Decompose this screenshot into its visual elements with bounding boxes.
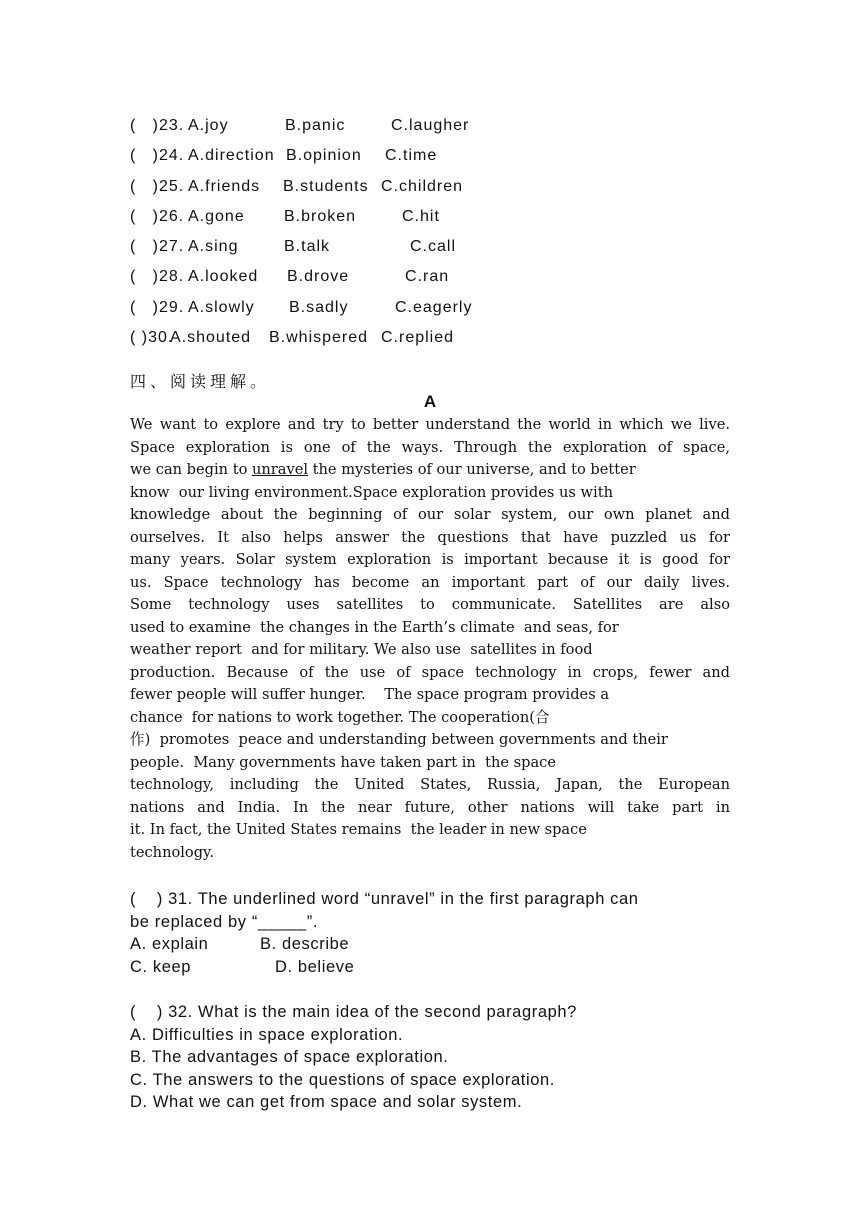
passage-line: us. Space technology has become an important part of our daily lives.	[130, 573, 730, 591]
option-b: B.students	[283, 177, 369, 195]
choice-row-29	[130, 296, 750, 326]
question-number: ( )28.	[130, 268, 185, 286]
option-c: C.hit	[402, 207, 440, 225]
option-b: B.whispered	[269, 329, 369, 347]
question-number: ( )23.	[130, 117, 185, 134]
passage-line: knowledge about the beginning of our solar system, our own planet and	[130, 506, 730, 523]
question-number: ( )29.	[130, 298, 185, 316]
passage-line: used to examine the changes in the Earth’s climate and seas, for	[130, 618, 619, 636]
cloze-choices	[130, 114, 750, 356]
options-line	[130, 933, 730, 956]
option-c: C.call	[410, 238, 457, 256]
choice-row-24	[130, 144, 750, 174]
passage-line: it. In fact, the United States remains the leader in new space	[130, 821, 587, 838]
reading-passage	[130, 414, 730, 864]
option-b: B.drove	[287, 268, 350, 286]
passage-label: A	[423, 392, 437, 411]
choice-row-25	[130, 175, 750, 205]
question-number: ( )25.	[130, 177, 185, 195]
choice-row-23	[130, 114, 750, 144]
option-c: C.eagerly	[395, 298, 473, 316]
choice-row-26	[130, 205, 750, 235]
passage-text: the mysteries of our universe, and to better	[308, 461, 636, 478]
option-c: C.replied	[381, 329, 455, 347]
passage-line: technology, including the United States, Russia, Japan, the European	[130, 776, 730, 793]
underlined-word: unravel	[252, 461, 309, 478]
passage-line: nations and India. In the near future, other nations will take part in	[130, 798, 730, 816]
question-stem: be replaced by “_____”.	[130, 912, 319, 931]
option-c: C. The answers to the questions of space exploration.	[130, 1070, 555, 1089]
option-a: A.sing	[188, 238, 239, 256]
option-a: A. explain	[130, 935, 209, 953]
option-a: A. Difficulties in space exploration.	[130, 1025, 404, 1044]
question-number: ( )24.	[130, 147, 185, 165]
option-c: C.children	[381, 177, 464, 195]
option-c: C.time	[385, 147, 438, 165]
section-title: 四、阅读理解。	[130, 372, 271, 391]
option-b: B.sadly	[289, 298, 349, 316]
choice-row-27	[130, 235, 750, 265]
option-b: B. The advantages of space exploration.	[130, 1048, 449, 1066]
passage-line: 作) promotes peace and understanding between governments and their	[130, 731, 668, 748]
option-d: D. What we can get from space and solar system.	[130, 1093, 523, 1111]
option-b: B.opinion	[286, 147, 362, 165]
question-31	[130, 888, 730, 978]
option-a: A.shouted	[170, 329, 252, 347]
option-a: A.gone	[188, 207, 245, 225]
option-b: B.broken	[284, 207, 357, 225]
options-line	[130, 956, 730, 979]
question-stem: ( ) 31. The underlined word “unravel” in the first paragraph can	[130, 890, 639, 908]
option-c: C. keep	[130, 957, 192, 976]
passage-line: We want to explore and try to better understand the world in which we live.	[130, 416, 730, 433]
passage-line: ourselves. It also helps answer the questions that have puzzled us for	[130, 528, 730, 546]
question-32	[130, 1001, 730, 1114]
passage-line: know our living environment.Space exploration provides us with	[130, 483, 613, 501]
passage-line: Space exploration is one of the ways. Through the exploration of space,	[130, 438, 730, 456]
option-b: B.talk	[284, 238, 331, 256]
passage-line: weather report and for military. We also use satellites in food	[130, 641, 593, 658]
passage-line: many years. Solar system exploration is important because it is good for	[130, 551, 730, 568]
option-d: D. believe	[275, 957, 355, 976]
question-number: ( )26.	[130, 207, 185, 225]
option-b: B.panic	[285, 117, 346, 134]
option-c: C.ran	[405, 268, 450, 286]
question-stem: ( ) 32. What is the main idea of the second paragraph?	[130, 1003, 577, 1021]
option-a: A.joy	[188, 117, 229, 134]
choice-row-28	[130, 265, 750, 295]
passage-line: people. Many governments have taken part in the space	[130, 753, 556, 771]
option-c: C.laugher	[391, 117, 470, 134]
option-b: B. describe	[260, 935, 350, 953]
option-a: A.friends	[188, 177, 261, 195]
passage-line: production. Because of the use of space technology in crops, fewer and	[130, 663, 730, 681]
passage-line	[130, 459, 730, 482]
passage-line: Some technology uses satellites to communicate. Satellites are also	[130, 596, 730, 613]
option-a: A.slowly	[188, 298, 255, 316]
passage-line: fewer people will suffer hunger. The space program provides a	[130, 686, 610, 703]
option-a: A.direction	[188, 147, 275, 165]
choice-row-30	[130, 326, 750, 356]
passage-line: technology.	[130, 843, 214, 861]
question-number: ( )30.	[130, 329, 174, 347]
question-number: ( )27.	[130, 238, 185, 256]
passage-line: chance for nations to work together. The cooperation(合	[130, 708, 550, 726]
passage-text: we can begin to	[130, 461, 252, 478]
option-a: A.looked	[188, 268, 259, 286]
